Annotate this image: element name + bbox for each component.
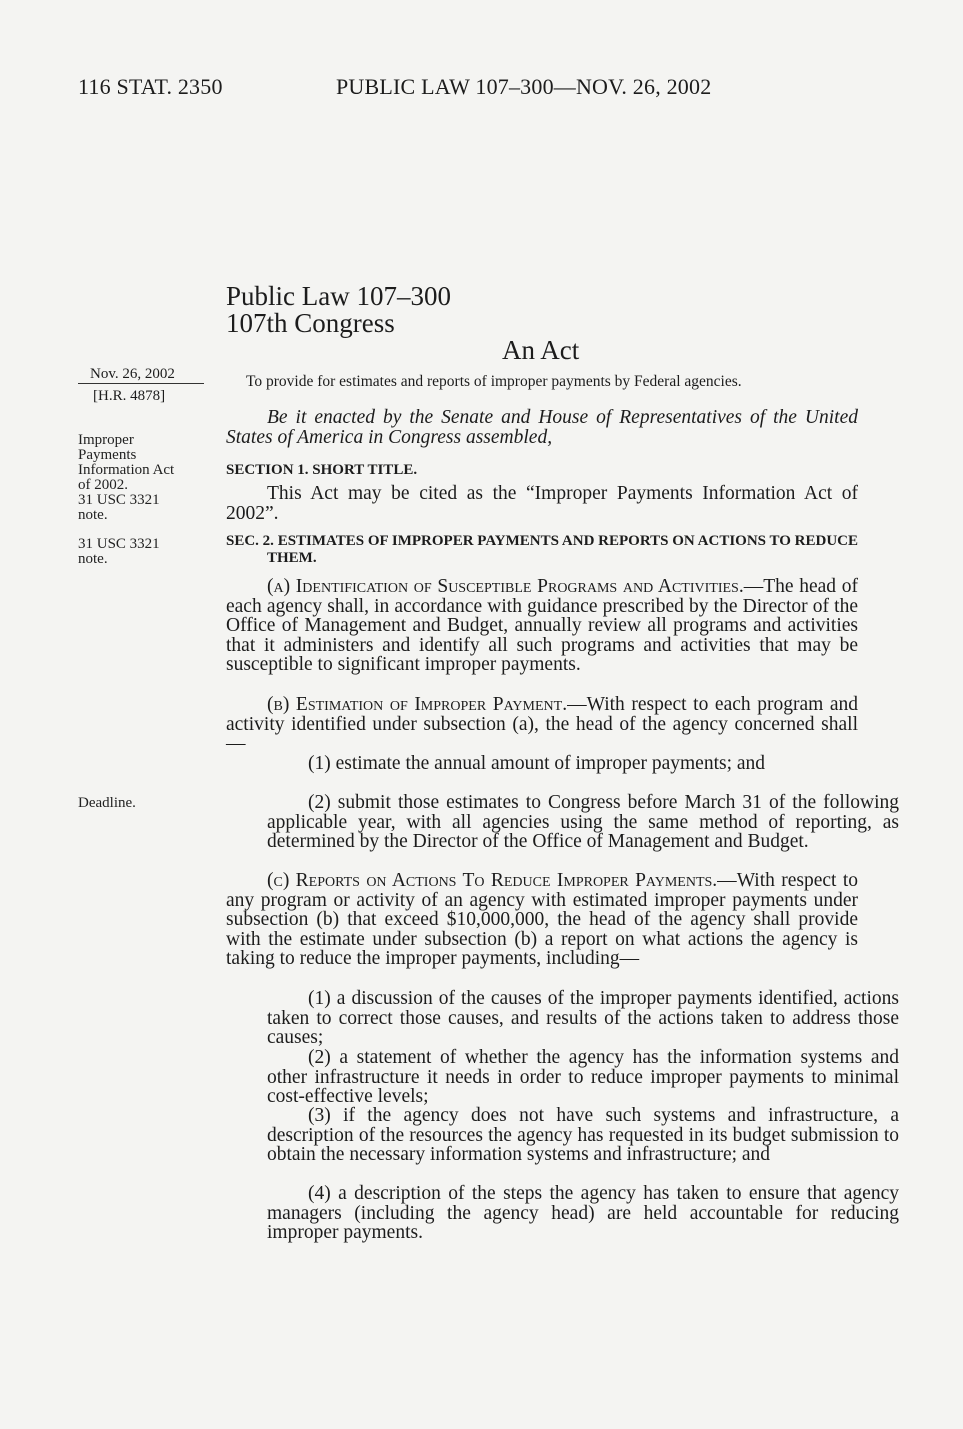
an-act-heading: An Act (502, 335, 580, 365)
subsection-a-text: The head of each agency shall, in accordance with guidance prescribed by the Director of the Office of Management and Budget, annually review all programs and activities that it administers and identify all such programs and activities that may be susceptible to significant improper payments. (226, 576, 858, 676)
subsection-c-heading: (c) Reports on Actions To Reduce Improper Payments.— (267, 870, 737, 891)
margin-divider (78, 383, 204, 384)
section1-text: This Act may be cited as the “Improper Payments Information Act of 2002”. (226, 483, 858, 524)
stat-page-number: 116 STAT. 2350 (78, 74, 223, 99)
subsection-a (226, 577, 858, 675)
subsection-c (226, 871, 858, 969)
law-date-heading: PUBLIC LAW 107–300—NOV. 26, 2002 (336, 74, 712, 99)
section2-heading: SEC. 2. ESTIMATES OF IMPROPER PAYMENTS AND REPORTS ON ACTIONS TO REDUCE THEM. (226, 533, 858, 566)
paragraph-c3: (3) if the agency does not have such systems and infrastructure, a description of the resources the agency has requested in its budget submission to obtain the necessary information systems and infrastructure; and (267, 1105, 899, 1166)
margin-deadline-note: Deadline. (78, 795, 136, 811)
paragraph-b2: (2) submit those estimates to Congress before March 31 of the following applicable year, with all agencies using the same method of reporting, as determined by the Director of the Office of Management and Budget. (267, 792, 899, 853)
enacting-clause: Be it enacted by the Senate and House of Representatives of the United States of America in Congress assembled, (226, 407, 858, 448)
paragraph-c4: (4) a description of the steps the agency has taken to ensure that agency managers (including the agency head) are held accountable for reducing improper payments. (267, 1183, 899, 1244)
paragraph-c2: (2) a statement of whether the agency has the information systems and other infrastructure it needs in order to reduce improper payments to minimal cost-effective levels; (267, 1047, 899, 1108)
subsection-b-text: With respect to each program and activity identified under subsection (a), the head of the agency concerned shall— (226, 694, 859, 755)
act-purpose: To provide for estimates and reports of improper payments by Federal agencies. (246, 373, 742, 390)
congress-title: 107th Congress (226, 308, 395, 338)
subsection-c-text: With respect to any program or activity of an agency with estimated improper payments under subsection (b) that exceed $10,000,000, the head of the agency shall provide with the estimate under subsection (b) a report on what actions the agency is taking to reduce the improper payments, including— (226, 870, 858, 970)
margin-short-title-note: Improper Payments Information Act of 2002. 31 USC 3321 note. (78, 432, 175, 523)
paragraph-c1: (1) a discussion of the causes of the improper payments identified, actions taken to correct those causes, and results of the actions taken to address those causes; (267, 988, 899, 1049)
public-law-title: Public Law 107–300 (226, 281, 451, 311)
margin-sec2-note: 31 USC 3321 note. (78, 536, 160, 567)
paragraph-b1: (1) estimate the annual amount of improper payments; and (308, 753, 766, 774)
subsection-b (226, 695, 858, 754)
subsection-b-heading: (b) Estimation of Improper Payment.— (267, 694, 587, 715)
subsection-a-heading: (a) Identification of Susceptible Programs and Activities.— (267, 576, 764, 597)
section1-heading: SECTION 1. SHORT TITLE. (226, 462, 418, 478)
margin-date: Nov. 26, 2002 (90, 366, 175, 382)
margin-bill-number: [H.R. 4878] (93, 388, 166, 404)
